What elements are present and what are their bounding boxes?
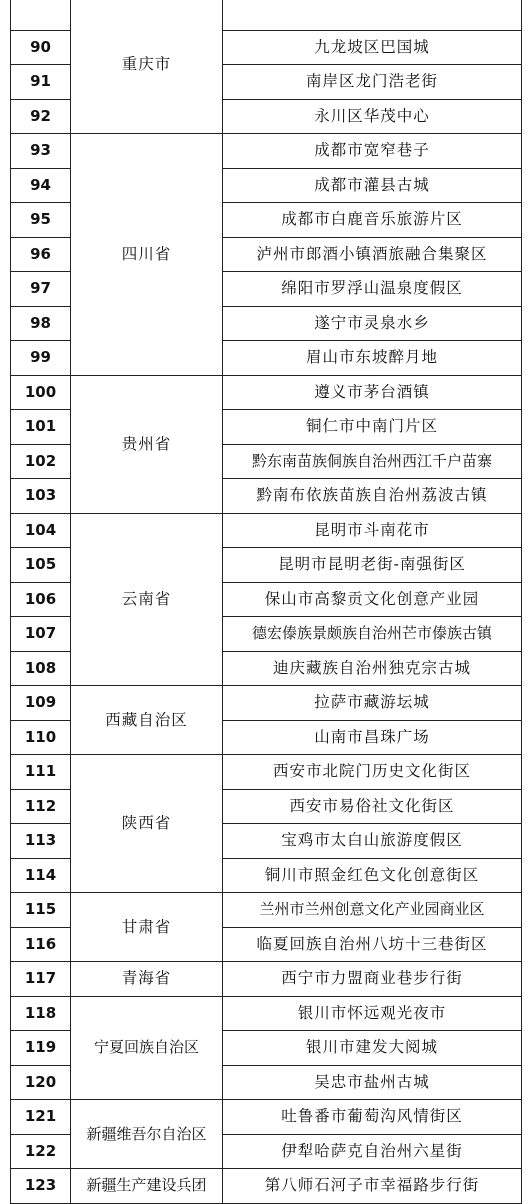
row-number: 110 <box>11 720 71 755</box>
table-row <box>11 375 522 410</box>
province-cell: 新疆生产建设兵团 <box>71 1169 223 1204</box>
row-number: 93 <box>11 134 71 169</box>
row-number: 114 <box>11 858 71 893</box>
site-name-cell: 黔南布依族苗族自治州荔波古镇 <box>223 479 522 514</box>
site-name-cell: 遂宁市灵泉水乡 <box>223 306 522 341</box>
site-name-cell: 昆明市斗南花市 <box>223 513 522 548</box>
site-name-cell: 昆明市昆明老街-南强街区 <box>223 548 522 583</box>
table-row <box>11 893 522 928</box>
row-number: 120 <box>11 1065 71 1100</box>
site-name-cell: 银川市怀远观光夜市 <box>223 996 522 1031</box>
row-number: 119 <box>11 1031 71 1066</box>
site-name-cell: 绵阳市罗浮山温泉度假区 <box>223 272 522 307</box>
site-list-table <box>10 0 522 1204</box>
table-row <box>11 1100 522 1135</box>
site-name-cell: 南岸区龙门浩老街 <box>223 65 522 100</box>
site-name-cell: 泸州市郎酒小镇酒旅融合集聚区 <box>223 237 522 272</box>
site-name-cell: 成都市灌县古城 <box>223 168 522 203</box>
province-cell: 青海省 <box>71 962 223 997</box>
site-name-cell: 铜仁市中南门片区 <box>223 410 522 445</box>
row-number: 113 <box>11 824 71 859</box>
site-name-cell: 吐鲁番市葡萄沟风情街区 <box>223 1100 522 1135</box>
site-name-cell: 眉山市东坡醉月地 <box>223 341 522 376</box>
site-name-cell <box>223 0 522 30</box>
row-number: 100 <box>11 375 71 410</box>
row-number: 102 <box>11 444 71 479</box>
site-name-cell: 西安市北院门历史文化街区 <box>223 755 522 790</box>
table-row <box>11 134 522 169</box>
row-number: 96 <box>11 237 71 272</box>
site-name-cell: 德宏傣族景颇族自治州芒市傣族古镇 <box>223 617 522 652</box>
row-number: 116 <box>11 927 71 962</box>
site-name-cell: 成都市宽窄巷子 <box>223 134 522 169</box>
site-name-cell: 迪庆藏族自治州独克宗古城 <box>223 651 522 686</box>
row-number: 99 <box>11 341 71 376</box>
table-row <box>11 996 522 1031</box>
site-name-cell: 山南市昌珠广场 <box>223 720 522 755</box>
row-number: 111 <box>11 755 71 790</box>
province-cell: 甘肃省 <box>71 893 223 962</box>
row-number: 115 <box>11 893 71 928</box>
row-number <box>11 0 71 30</box>
table-row <box>11 513 522 548</box>
row-number: 109 <box>11 686 71 721</box>
site-name-cell: 宝鸡市太白山旅游度假区 <box>223 824 522 859</box>
row-number: 103 <box>11 479 71 514</box>
row-number: 122 <box>11 1134 71 1169</box>
site-name-cell: 银川市建发大阅城 <box>223 1031 522 1066</box>
province-cell: 陕西省 <box>71 755 223 893</box>
site-name-cell: 伊犁哈萨克自治州六星街 <box>223 1134 522 1169</box>
table-row <box>11 755 522 790</box>
table-row <box>11 1169 522 1204</box>
table-row <box>11 0 522 30</box>
table-body <box>11 0 522 1203</box>
site-name-cell: 永川区华茂中心 <box>223 99 522 134</box>
row-number: 91 <box>11 65 71 100</box>
row-number: 121 <box>11 1100 71 1135</box>
site-name-cell: 第八师石河子市幸福路步行街 <box>223 1169 522 1204</box>
province-cell: 重庆市 <box>71 0 223 134</box>
site-name-cell: 吴忠市盐州古城 <box>223 1065 522 1100</box>
row-number: 104 <box>11 513 71 548</box>
row-number: 97 <box>11 272 71 307</box>
row-number: 117 <box>11 962 71 997</box>
site-name-cell: 拉萨市藏游坛城 <box>223 686 522 721</box>
site-name-cell: 西安市易俗社文化街区 <box>223 789 522 824</box>
site-name-cell: 西宁市力盟商业巷步行街 <box>223 962 522 997</box>
province-cell: 贵州省 <box>71 375 223 513</box>
row-number: 123 <box>11 1169 71 1204</box>
site-name-cell: 成都市白鹿音乐旅游片区 <box>223 203 522 238</box>
site-name-cell: 兰州市兰州创意文化产业园商业区 <box>223 893 522 928</box>
table-row <box>11 686 522 721</box>
row-number: 106 <box>11 582 71 617</box>
province-cell: 西藏自治区 <box>71 686 223 755</box>
row-number: 107 <box>11 617 71 652</box>
row-number: 94 <box>11 168 71 203</box>
site-name-cell: 遵义市茅台酒镇 <box>223 375 522 410</box>
province-cell: 四川省 <box>71 134 223 376</box>
province-cell: 新疆维吾尔自治区 <box>71 1100 223 1169</box>
site-name-cell: 九龙坡区巴国城 <box>223 30 522 65</box>
row-number: 92 <box>11 99 71 134</box>
row-number: 108 <box>11 651 71 686</box>
row-number: 112 <box>11 789 71 824</box>
site-name-cell: 保山市高黎贡文化创意产业园 <box>223 582 522 617</box>
row-number: 95 <box>11 203 71 238</box>
site-name-cell: 铜川市照金红色文化创意街区 <box>223 858 522 893</box>
row-number: 98 <box>11 306 71 341</box>
province-cell: 宁夏回族自治区 <box>71 996 223 1100</box>
site-name-cell: 临夏回族自治州八坊十三巷街区 <box>223 927 522 962</box>
row-number: 90 <box>11 30 71 65</box>
row-number: 105 <box>11 548 71 583</box>
row-number: 118 <box>11 996 71 1031</box>
row-number: 101 <box>11 410 71 445</box>
site-name-cell: 黔东南苗族侗族自治州西江千户苗寨 <box>223 444 522 479</box>
province-cell: 云南省 <box>71 513 223 686</box>
table-row <box>11 962 522 997</box>
